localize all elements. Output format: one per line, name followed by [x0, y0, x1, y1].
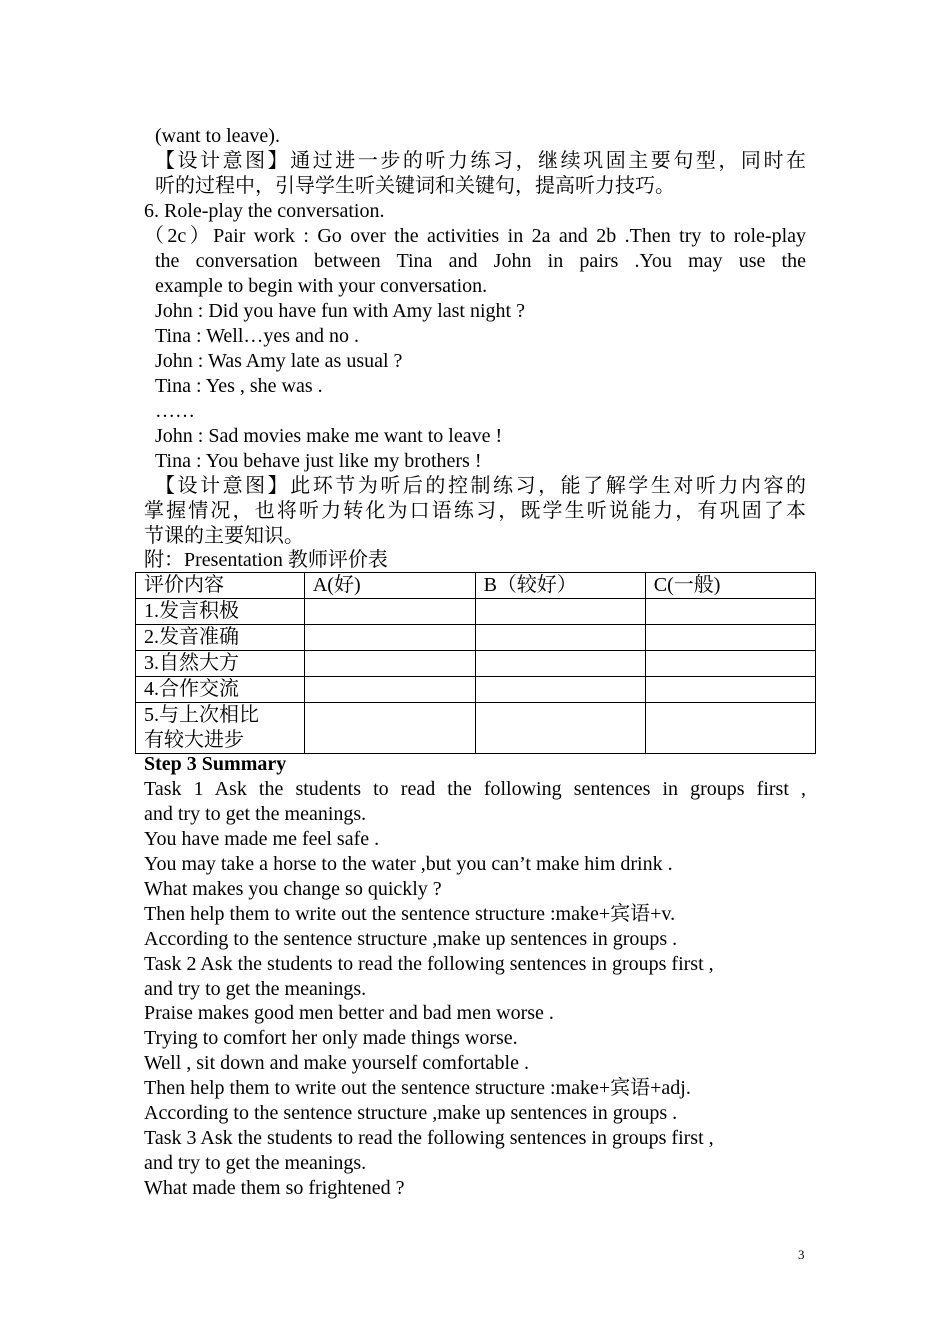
- table-cell: [475, 677, 645, 703]
- table-cell-line: 5.与上次相比: [144, 704, 259, 726]
- table-cell: [304, 651, 475, 677]
- task-line: Task 1 Ask the students to read the following sentences in groups first ,: [144, 778, 806, 800]
- table-cell: [475, 651, 645, 677]
- example-sentence: What made them so frightened ?: [144, 1177, 405, 1199]
- example-sentence: Trying to comfort her only made things worse.: [144, 1027, 518, 1049]
- table-caption: 附：Presentation 教师评价表: [144, 549, 388, 571]
- text-line: the conversation between Tina and John in pairs .You may use the: [155, 250, 806, 272]
- task-line: Task 3 Ask the students to read the following sentences in groups first ,: [144, 1127, 714, 1149]
- table-cell: [645, 599, 815, 625]
- text-line: （2c）Pair work : Go over the activities in 2a and 2b .Then try to role-play: [144, 225, 806, 247]
- dialogue-line: John : Did you have fun with Amy last night ?: [155, 300, 525, 322]
- table-header-row: [136, 573, 816, 599]
- dialogue-line: Tina : Well…yes and no .: [155, 325, 359, 347]
- table-cell: 4.合作交流: [136, 677, 305, 703]
- dialogue-line: John : Sad movies make me want to leave !: [155, 425, 503, 447]
- table-header-cell: B（较好）: [475, 573, 645, 599]
- table-row: [136, 625, 816, 651]
- section-heading: 6. Role-play the conversation.: [144, 200, 385, 222]
- table-cell: [645, 703, 815, 754]
- text-line: (want to leave).: [155, 125, 280, 147]
- table-cell: [475, 703, 645, 754]
- table-row: [136, 703, 816, 754]
- design-intent-heading: 【设计意图】通过进一步的听力练习，继续巩固主要句型，同时在: [155, 150, 806, 172]
- table-cell: [136, 703, 305, 754]
- text-line: 听的过程中，引导学生听关键词和关键句，提高听力技巧。: [155, 175, 675, 197]
- text-line: and try to get the meanings.: [144, 1152, 367, 1174]
- text-line: Then help them to write out the sentence structure :make+宾语+v.: [144, 903, 676, 925]
- text-line: According to the sentence structure ,make up sentences in groups .: [144, 1102, 678, 1124]
- table-cell: [645, 625, 815, 651]
- example-sentence: You may take a horse to the water ,but you can’t make him drink .: [144, 853, 673, 875]
- step-heading: Step 3 Summary: [144, 753, 287, 775]
- table-header-cell: 评价内容: [136, 573, 305, 599]
- page-number: 3: [798, 1247, 805, 1262]
- table-cell: [645, 677, 815, 703]
- text-line: example to begin with your conversation.: [155, 275, 488, 297]
- example-sentence: Well , sit down and make yourself comfortable .: [144, 1052, 529, 1074]
- text-line: 掌握情况，也将听力转化为口语练习，既学生听说能力，有巩固了本: [144, 500, 806, 522]
- text-line: Then help them to write out the sentence structure :make+宾语+adj.: [144, 1077, 691, 1099]
- example-sentence: You have made me feel safe .: [144, 828, 380, 850]
- design-intent-heading: 【设计意图】此环节为听后的控制练习，能了解学生对听力内容的: [155, 475, 806, 497]
- table-row: [136, 599, 816, 625]
- table-cell-line: 有较大进步: [144, 729, 244, 751]
- table-cell: [304, 703, 475, 754]
- text-line: and try to get the meanings.: [144, 803, 367, 825]
- dialogue-line: Tina : Yes , she was .: [155, 375, 323, 397]
- table-cell: [304, 677, 475, 703]
- table-row: [136, 651, 816, 677]
- example-sentence: What makes you change so quickly ?: [144, 878, 442, 900]
- table-cell: 3.自然大方: [136, 651, 305, 677]
- dialogue-line: Tina : You behave just like my brothers !: [155, 450, 482, 472]
- task-line: Task 2 Ask the students to read the following sentences in groups first ,: [144, 953, 714, 975]
- table-cell: [475, 599, 645, 625]
- table-cell: [304, 599, 475, 625]
- example-sentence: Praise makes good men better and bad men worse .: [144, 1002, 554, 1024]
- table-cell: [645, 651, 815, 677]
- text-line: 节课的主要知识。: [144, 525, 304, 547]
- ellipsis-line: ……: [155, 400, 195, 422]
- text-line: According to the sentence structure ,make up sentences in groups .: [144, 928, 678, 950]
- evaluation-table: [135, 572, 816, 754]
- dialogue-line: John : Was Amy late as usual ?: [155, 350, 403, 372]
- table-row: [136, 677, 816, 703]
- table-cell: 2.发音准确: [136, 625, 305, 651]
- table-cell: [304, 625, 475, 651]
- table-cell: [475, 625, 645, 651]
- table-header-cell: C(一般): [645, 573, 815, 599]
- table-header-cell: A(好): [304, 573, 475, 599]
- table-cell: 1.发言积极: [136, 599, 305, 625]
- text-line: and try to get the meanings.: [144, 978, 367, 1000]
